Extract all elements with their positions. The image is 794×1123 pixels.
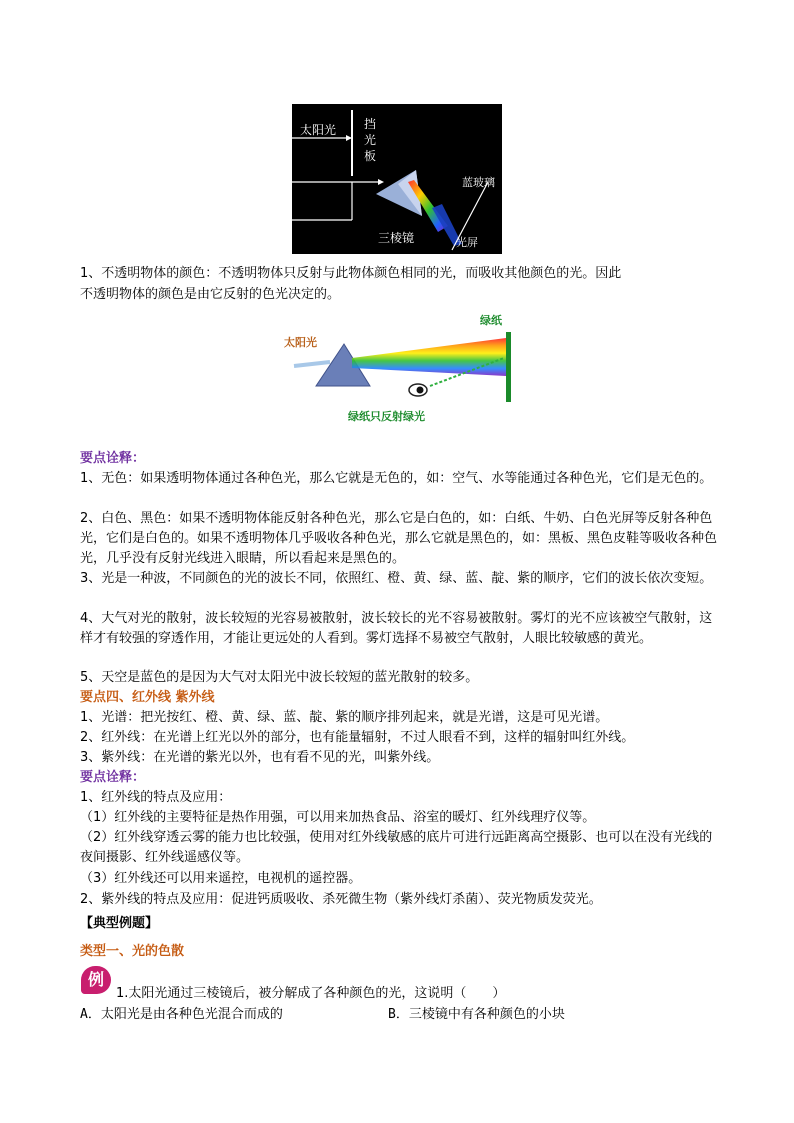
fig1-label-blue-glass: 蓝玻璃 (462, 176, 495, 189)
option-b: B．三棱镜中有各种颜色的小块 (388, 1007, 565, 1022)
keypoint2-item-4: （3）红外线还可以用来遥控，电视机的遥控器。 (80, 871, 362, 886)
para1-line2: 不透明物体的颜色是由它反射的色光决定的。 (80, 287, 341, 302)
option-a: A．太阳光是由各种色光混合而成的 (80, 1007, 283, 1022)
fig1-label-sunlight: 太阳光 (300, 123, 337, 137)
para1-line1: 1、不透明物体的颜色：不透明物体只反射与此物体颜色相同的光，而吸收其他颜色的光。因此 (80, 266, 622, 281)
question-1: 1.太阳光通过三棱镜后，被分解成了各种颜色的光，这说明（ ） (116, 986, 506, 1001)
keypoint2-item-3: （2）红外线穿透云雾的能力也比较强，使用对红外线敏感的底片可进行远距离高空摄影、也可以在没有光线的夜间摄影、红外线遥感仪等。 (80, 830, 713, 865)
fig1-label-baffle-1: 挡 (364, 117, 377, 131)
prism-dispersion-figure (292, 104, 502, 254)
keypoint1-item-4: 4、大气对光的散射，波长较短的光容易被散射，波长较长的光不容易被散射。雾灯的光不应该被空气散射，这样才有较强的穿透作用，才能让更远处的人看到。雾灯选择不易被空气散射，人眼比较敏感的黄光。 (80, 611, 713, 646)
keypoint2-item-2: （1）红外线的主要特征是热作用强，可以用来加热食品、浴室的暖灯、红外线理疗仪等。 (80, 810, 596, 825)
section4-heading: 要点四、红外线 紫外线 (80, 690, 215, 705)
fig2-label-green-paper: 绿纸 (480, 314, 502, 327)
fig2-caption: 绿纸只反射绿光 (348, 410, 425, 423)
keypoint2-heading: 要点诠释： (80, 770, 146, 785)
section4-item-2: 2、红外线：在光谱上红光以外的部分，也有能量辐射，不过人眼看不到，这样的辐射叫红外线。 (80, 730, 635, 745)
keypoint1-item-2: 2、白色、黑色：如果不透明物体能反射各种色光，那么它是白色的，如：白纸、牛奶、白色光屏等反射各种色光，它们是白色的。如果不透明物体几乎吸收各种色光，那么它就是黑色的，如：黑板、黑色皮鞋等吸收各种色光，几乎没有反射光线进入眼睛，所以看起来是黑色的。 (80, 511, 718, 566)
keypoint1-heading: 要点诠释： (80, 451, 146, 466)
keypoint2-item-1: 1、红外线的特点及应用： (80, 790, 232, 805)
green-paper-figure (270, 308, 530, 426)
keypoint2-item-5: 2、紫外线的特点及应用：促进钙质吸收、杀死微生物（紫外线灯杀菌）、荧光物质发荧光。 (80, 892, 602, 907)
keypoint1-item-1: 1、无色：如果透明物体通过各种色光，那么它就是无色的，如：空气、水等能通过各种色光，它们是无色的。 (80, 471, 713, 486)
keypoint1-item-5: 5、天空是蓝色的是因为大气对太阳光中波长较短的蓝光散射的较多。 (80, 670, 479, 685)
typical-heading: 【典型例题】 (80, 916, 159, 931)
section4-item-1: 1、光谱：把光按红、橙、黄、绿、蓝、靛、紫的顺序排列起来，就是光谱，这是可见光谱。 (80, 710, 609, 725)
keypoint1-item-3: 3、光是一种波，不同颜色的光的波长不同，依照红、橙、黄、绿、蓝、靛、紫的顺序，它们的波长依次变短。 (80, 571, 713, 586)
fig1-label-prism: 三棱镜 (378, 231, 415, 245)
fig1-label-baffle-3: 板 (364, 149, 377, 163)
fig1-label-baffle-2: 光 (364, 133, 377, 147)
example-badge: 例 (81, 966, 111, 994)
fig2-label-sunlight: 太阳光 (284, 336, 317, 349)
section4-item-3: 3、紫外线：在光谱的紫光以外，也有看不见的光，叫紫外线。 (80, 750, 440, 765)
fig1-label-screen: 光屏 (456, 236, 478, 249)
type1-heading: 类型一、光的色散 (80, 944, 185, 959)
